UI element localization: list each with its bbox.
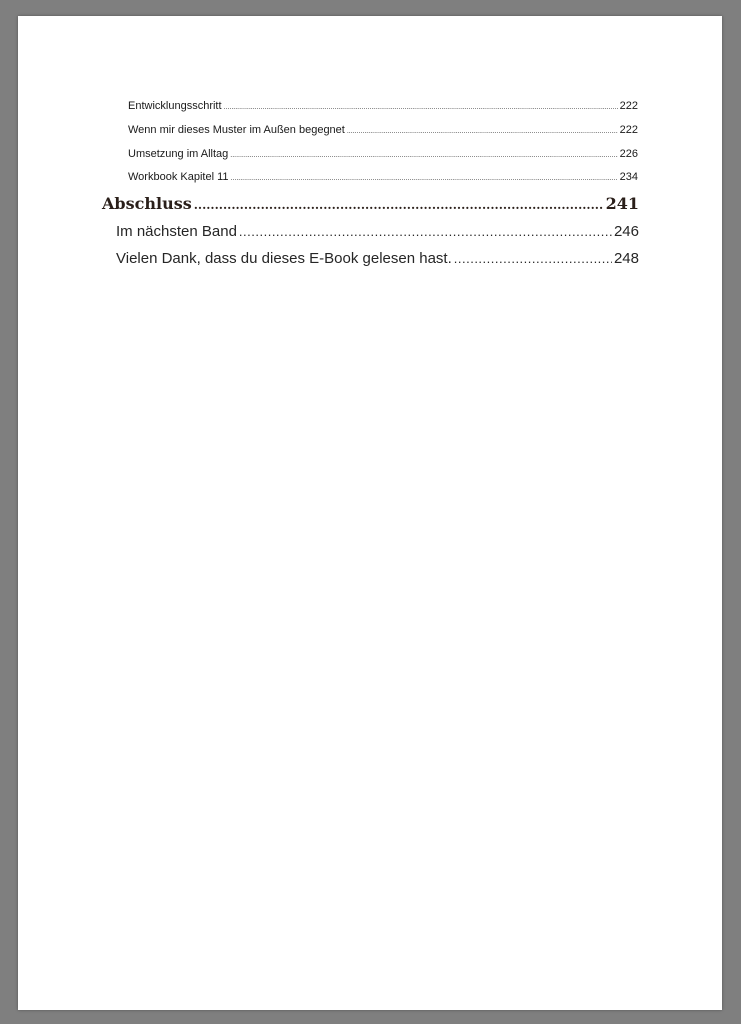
toc-entry-entwicklungsschritt[interactable] (128, 100, 638, 112)
toc-leader-dots (239, 224, 612, 239)
toc-entry-label: Entwicklungsschritt (128, 100, 222, 112)
toc-entry-umsetzung-im-alltag[interactable] (128, 148, 638, 160)
toc-entry-label: Im nächsten Band (116, 223, 237, 240)
toc-entry-im-naechsten-band[interactable] (116, 223, 639, 240)
toc-entry-page: 222 (619, 100, 638, 112)
toc-entry-page: 222 (619, 124, 638, 136)
toc-entry-vielen-dank[interactable] (116, 250, 639, 267)
toc-entry-page: 226 (619, 148, 638, 160)
toc-entry-label: Wenn mir dieses Muster im Außen begegnet (128, 124, 345, 136)
toc-leader-dots (230, 175, 617, 182)
toc-entry-workbook-kapitel-11[interactable] (128, 171, 638, 183)
toc-entry-label: Workbook Kapitel 11 (128, 171, 229, 183)
toc-entry-page: 234 (619, 171, 638, 183)
toc-chapter-page: 241 (605, 194, 639, 213)
toc-entry-label: Vielen Dank, dass du dieses E-Book gelesen hast. (116, 250, 452, 267)
toc-chapter-abschluss[interactable] (102, 194, 639, 213)
table-of-contents (18, 16, 722, 316)
toc-entry-page: 246 (613, 223, 639, 240)
toc-entry-label: Umsetzung im Alltag (128, 148, 229, 160)
document-page (18, 16, 722, 1010)
toc-leader-dots (194, 198, 604, 212)
toc-leader-dots (230, 152, 617, 159)
toc-leader-dots (454, 251, 612, 266)
toc-leader-dots (224, 104, 618, 111)
toc-entry-muster-im-aussen[interactable] (128, 124, 638, 136)
toc-entry-page: 248 (613, 250, 639, 267)
toc-chapter-label: Abschluss (102, 194, 192, 213)
toc-leader-dots (347, 128, 618, 135)
